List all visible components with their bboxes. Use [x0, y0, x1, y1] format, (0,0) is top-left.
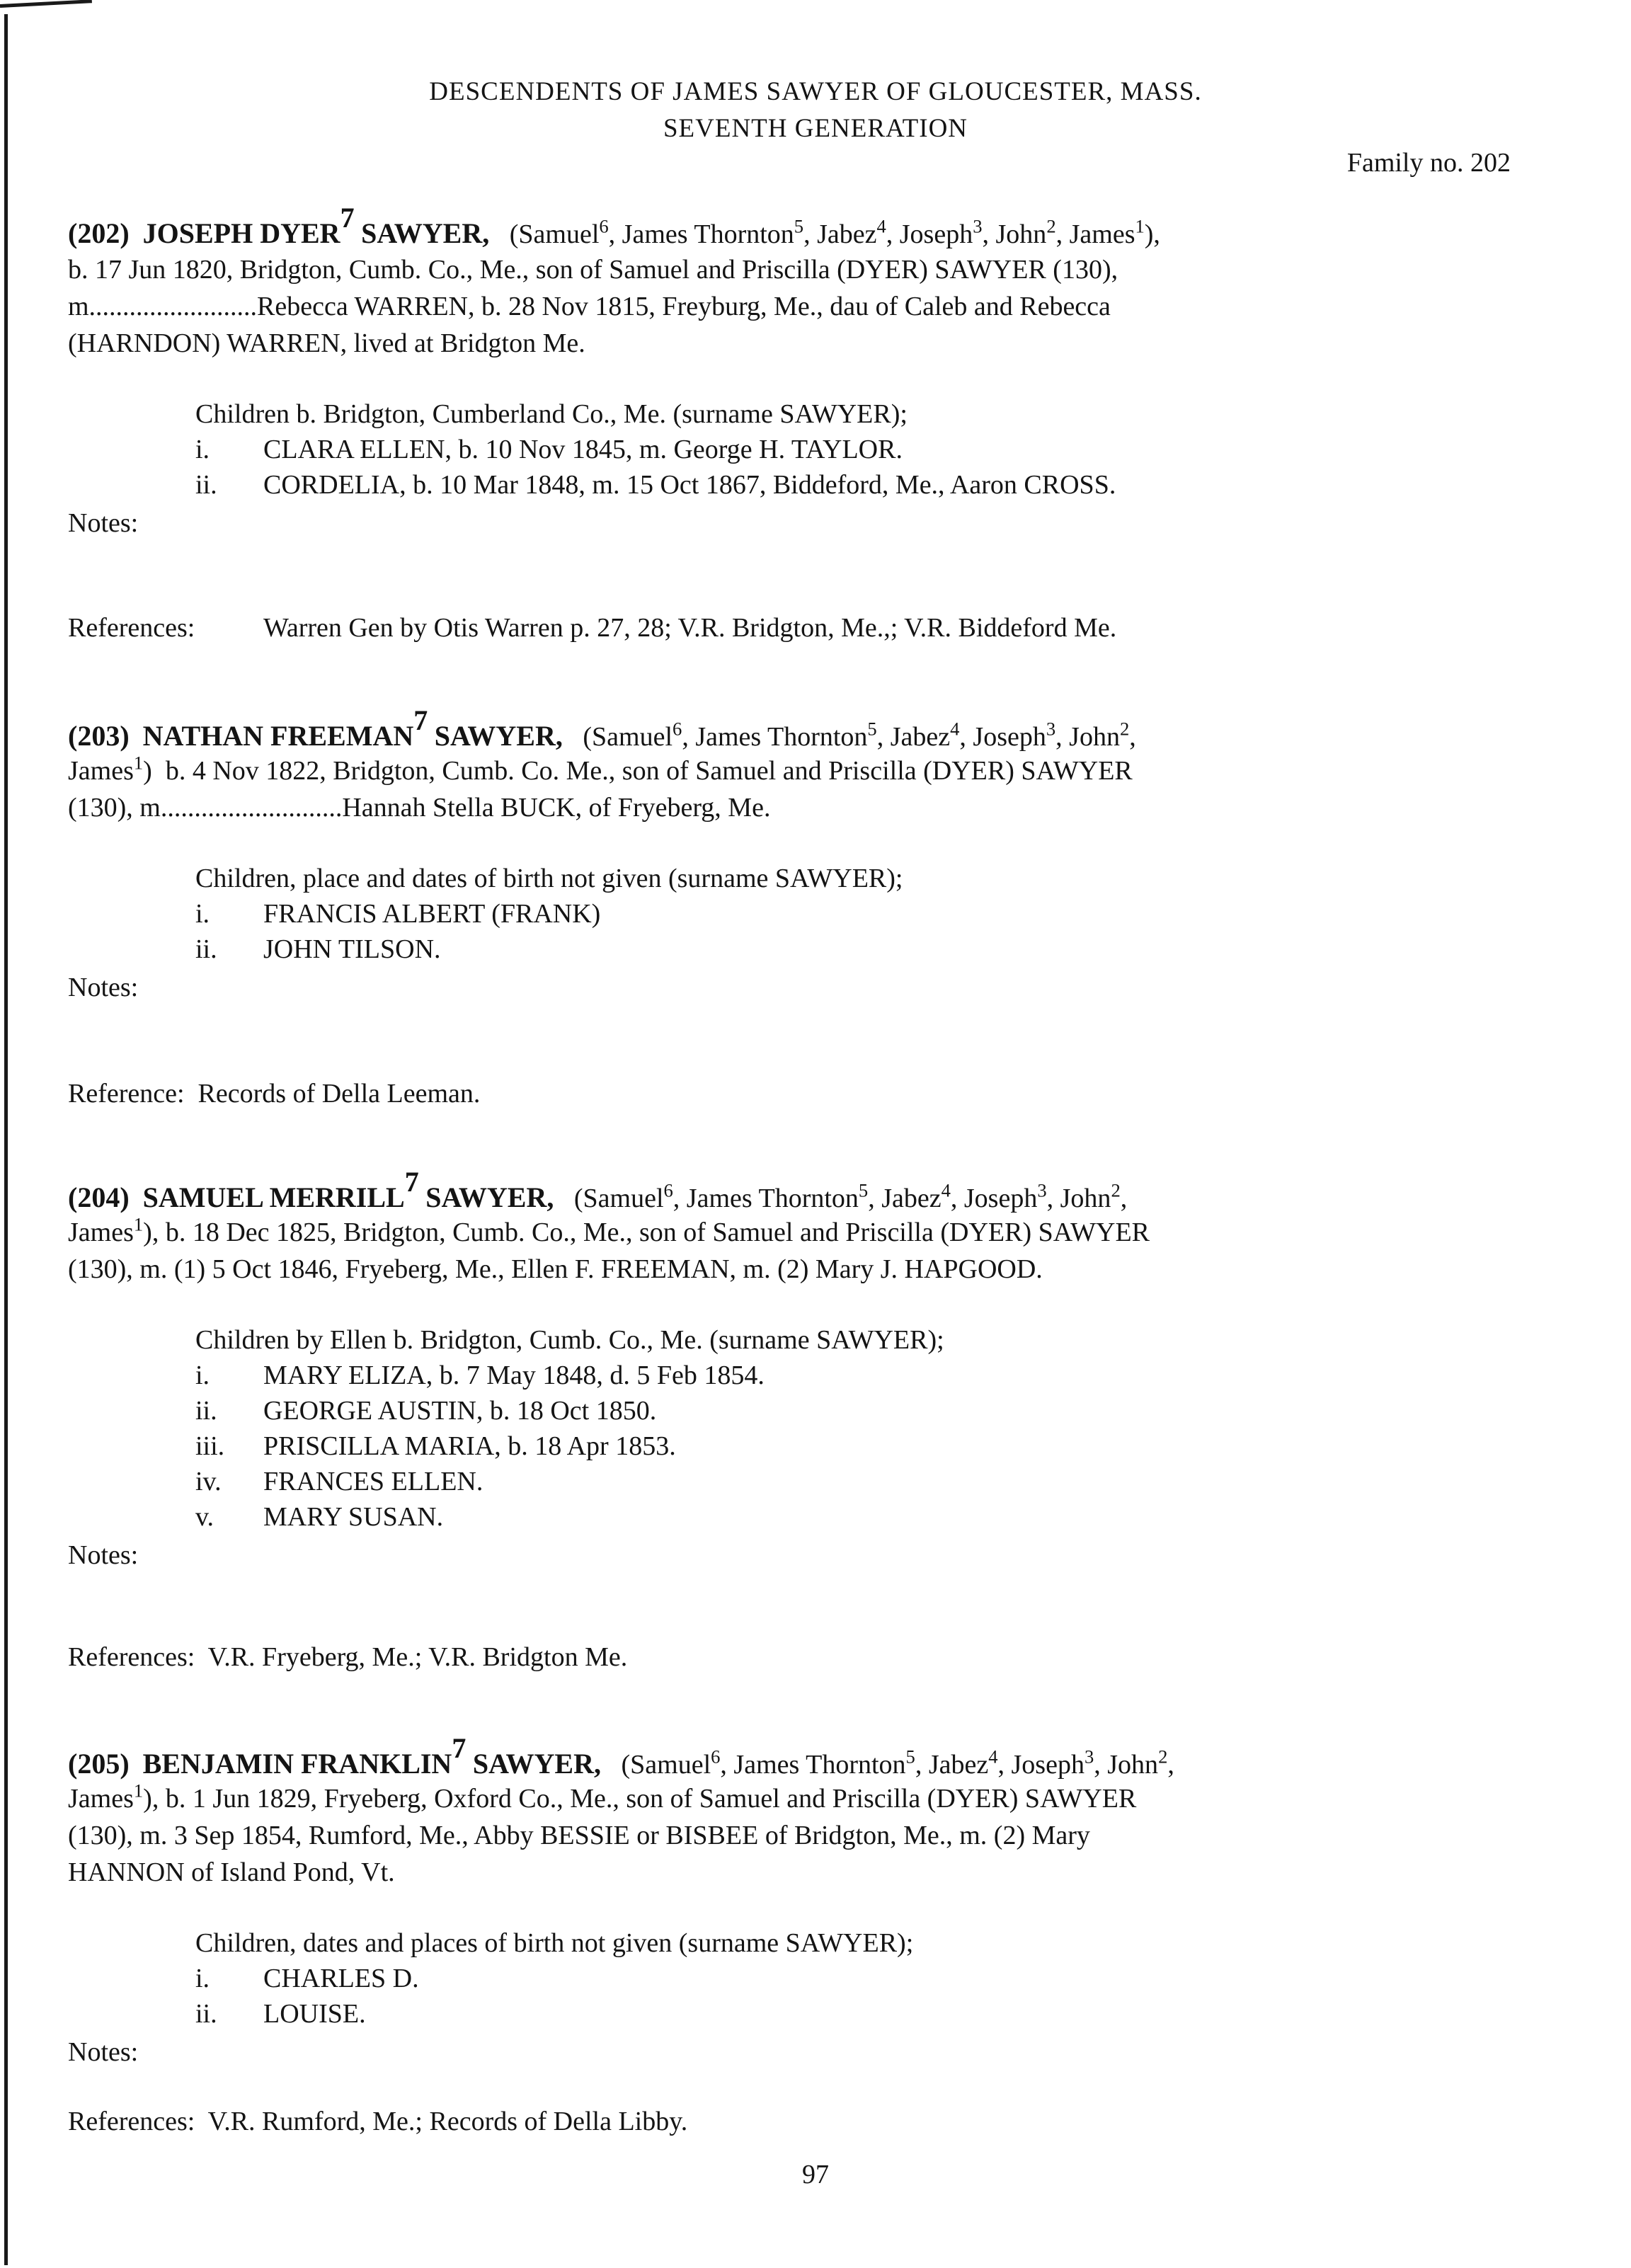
entry-heading: (205) BENJAMIN FRANKLIN$^7$ SAWYER, (Samuel$^6$, James Thornton$^5$, Jabez$^4$, Joseph$^3$, John$^2$, [68, 1732, 1174, 1780]
entry-heading: (203) NATHAN FREEMAN$^7$ SAWYER, (Samuel$^6$, James Thornton$^5$, Jabez$^4$, Joseph$^3$, John$^2$, [68, 704, 1136, 752]
child-item: i. CHARLES D. [195, 1964, 419, 1993]
entry-number: (204) [68, 1181, 130, 1213]
entry-name: SAMUEL MERRILL [142, 1181, 405, 1213]
entry-text-line: (130), m...........................Hannah Stella BUCK, of Fryeberg, Me. [68, 793, 771, 823]
child-item: i. MARY ELIZA, b. 7 May 1848, d. 5 Feb 1854. [195, 1361, 765, 1390]
entry-heading: (204) SAMUEL MERRILL$^7$ SAWYER, (Samuel$^6$, James Thornton$^5$, Jabez$^4$, Joseph$^3$, John$^2$, [68, 1166, 1128, 1213]
pedigree: (Samuel$^6$, James Thornton$^5$, Jabez$^4$, Joseph$^3$, John$^2$, [573, 1179, 1128, 1213]
page-number: 97 [802, 2160, 829, 2189]
entry-text-line: James$^1$) b. 4 Nov 1822, Bridgton, Cumb. Co. Me., son of Samuel and Priscilla (DYER) SAWYER [68, 752, 1133, 786]
child-item: ii. CORDELIA, b. 10 Mar 1848, m. 15 Oct 1867, Biddeford, Me., Aaron CROSS. [195, 470, 1116, 500]
entry-name: BENJAMIN FRANKLIN [142, 1748, 452, 1780]
notes-label: Notes: [68, 2037, 139, 2067]
entry-text-line: James$^1$), b. 18 Dec 1825, Bridgton, Cumb. Co., Me., son of Samuel and Priscilla (DYER) SAWYER [68, 1213, 1150, 1247]
generation-title: SEVENTH GENERATION [663, 114, 968, 143]
child-item: iii. PRISCILLA MARIA, b. 18 Apr 1853. [195, 1431, 676, 1461]
references: References: Warren Gen by Otis Warren p. 27, 28; V.R. Bridgton, Me.,; V.R. Biddeford Me. [68, 613, 1117, 643]
pedigree: (Samuel$^6$, James Thornton$^5$, Jabez$^4$, Joseph$^3$, John$^2$, [583, 718, 1136, 752]
entry-text-line: (HARNDON) WARREN, lived at Bridgton Me. [68, 328, 585, 358]
notes-label: Notes: [68, 1540, 139, 1570]
notes-label: Notes: [68, 973, 139, 1002]
references: References: V.R. Fryeberg, Me.; V.R. Bridgton Me. [68, 1642, 628, 1672]
entry-name: NATHAN FREEMAN [142, 720, 414, 752]
references: References: V.R. Rumford, Me.; Records of Della Libby. [68, 2107, 688, 2136]
notes-label: Notes: [68, 508, 139, 538]
entry-surname: SAWYER, [361, 217, 490, 249]
entry-surname: SAWYER, [425, 1181, 554, 1213]
child-item: i. CLARA ELLEN, b. 10 Nov 1845, m. George H. TAYLOR. [195, 435, 903, 464]
entry-text-line: James$^1$), b. 1 Jun 1829, Fryeberg, Oxford Co., Me., son of Samuel and Priscilla (DYER) SAWYER [68, 1780, 1137, 1814]
entry-text-line: m.........................Rebecca WARREN, b. 28 Nov 1815, Freyburg, Me., dau of Caleb and Rebecca [68, 292, 1111, 321]
pedigree: (Samuel$^6$, James Thornton$^5$, Jabez$^4$, Joseph$^3$, John$^2$, [621, 1746, 1174, 1780]
children-intro: Children, dates and places of birth not given (surname SAWYER); [195, 1928, 914, 1958]
child-item: i. FRANCIS ALBERT (FRANK) [195, 899, 601, 929]
children-intro: Children b. Bridgton, Cumberland Co., Me. (surname SAWYER); [195, 399, 908, 429]
entry-text-line: HANNON of Island Pond, Vt. [68, 1857, 395, 1887]
entry-number: (205) [68, 1748, 130, 1780]
child-item: ii. GEORGE AUSTIN, b. 18 Oct 1850. [195, 1396, 657, 1426]
entry-number: (203) [68, 720, 130, 752]
entry-name: JOSEPH DYER [142, 217, 340, 249]
scan-edge-line [4, 14, 8, 2265]
entry-surname: SAWYER, [472, 1748, 601, 1780]
document-title: DESCENDENTS OF JAMES SAWYER OF GLOUCESTER, MASS. [429, 77, 1202, 106]
family-number: Family no. 202 [1346, 148, 1511, 178]
entry-number: (202) [68, 217, 130, 249]
child-item: ii. LOUISE. [195, 1999, 366, 2029]
child-item: iv. FRANCES ELLEN. [195, 1467, 483, 1496]
child-item: ii. JOHN TILSON. [195, 934, 441, 964]
references: Reference: Records of Della Leeman. [68, 1079, 481, 1109]
entry-surname: SAWYER, [434, 720, 563, 752]
child-item: v. MARY SUSAN. [195, 1502, 444, 1532]
pedigree: (Samuel$^6$, James Thornton$^5$, Jabez$^4$, Joseph$^3$, John$^2$, James$^1$), [509, 215, 1160, 249]
entry-text-line: (130), m. 3 Sep 1854, Rumford, Me., Abby BESSIE or BISBEE of Bridgton, Me., m. (2) Mary [68, 1821, 1090, 1850]
children-intro: Children by Ellen b. Bridgton, Cumb. Co., Me. (surname SAWYER); [195, 1325, 944, 1355]
entry-text-line: (130), m. (1) 5 Oct 1846, Fryeberg, Me., Ellen F. FREEMAN, m. (2) Mary J. HAPGOOD. [68, 1254, 1043, 1284]
entry-heading: (202) JOSEPH DYER$^7$ SAWYER, (Samuel$^6$, James Thornton$^5$, Jabez$^4$, Joseph$^3$, John$^2$, James$^1$), [68, 202, 1160, 249]
entry-text-line: b. 17 Jun 1820, Bridgton, Cumb. Co., Me., son of Samuel and Priscilla (DYER) SAWYER (130), [68, 255, 1118, 285]
children-intro: Children, place and dates of birth not given (surname SAWYER); [195, 864, 903, 893]
scan-edge-top [0, 0, 92, 8]
